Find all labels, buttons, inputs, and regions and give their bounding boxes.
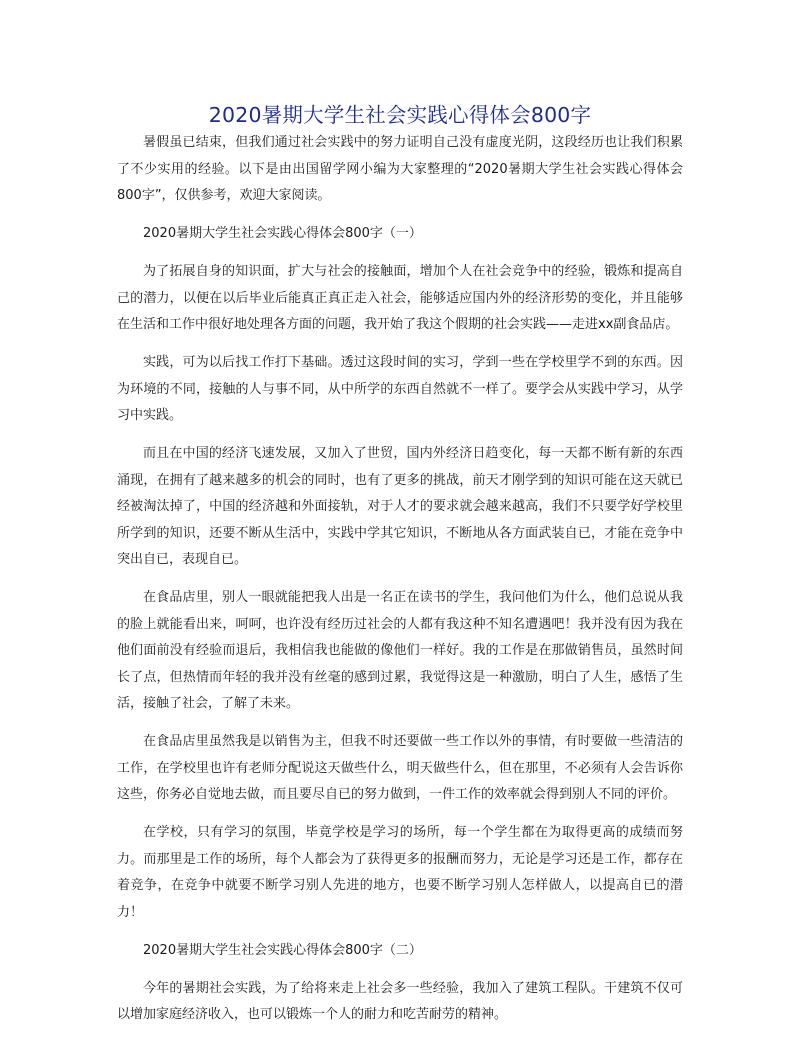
section-heading-two: 2020暑期大学生社会实践心得体会800字（二）	[143, 942, 422, 958]
document-body	[117, 130, 683, 1040]
section-heading-one: 2020暑期大学生社会实践心得体会800字（一）	[143, 226, 422, 241]
body-paragraph: 在食品店里，别人一眼就能把我人出是一名正在读书的学生，我问他们为什么，他们总说从我的脸上就能看出来，呵呵，也许没有经历过社会的人都有我这种不知名遭遇吧！我并没有因为我在他们面前没有经验而退后，我相信我也能做的像他们一样好。我的工作是在那做销售员，虽然时间长了点，但热情而年轻的我并没有丝毫的感到过累，我觉得这是一种激励，明白了人生，感悟了生活，接触了社会，了解了未来。	[117, 590, 683, 711]
body-paragraph: 今年的暑期社会实践，为了给将来走上社会多一些经验，我加入了建筑工程队。干建筑不仅可以增加家庭经济收入，也可以锻炼一个人的耐力和吃苦耐劳的精神。	[117, 980, 683, 1022]
body-paragraph: 为了拓展自身的知识面，扩大与社会的接触面，增加个人在社会竞争中的经验，锻炼和提高自己的潜力，以便在以后毕业后能真正真正走入社会，能够适应国内外的经济形势的变化，并且能够在生活和工作中很好地处理各方面的问题，我开始了我这个假期的社会实践——走进xx副食品店。	[117, 264, 683, 332]
body-paragraph: 在学校，只有学习的氛围，毕竟学校是学习的场所，每一个学生都在为取得更高的成绩而努力。而那里是工作的场所，每个人都会为了获得更多的报酬而努力，无论是学习还是工作，都存在着竞争，在竞争中就要不断学习别人先进的地方，也要不断学习别人怎样做人，以提高自已的潜力！	[117, 825, 683, 920]
document-title: 2020暑期大学生社会实践心得体会800字	[208, 103, 592, 127]
body-paragraph: 而且在中国的经济飞速发展，又加入了世贸，国内外经济日趋变化，每一天都不断有新的东西涌现，在拥有了越来越多的机会的同时，也有了更多的挑战，前天才刚学到的知识可能在这天就已经被淘汰掉了，中国的经济越和外面接轨，对于人才的要求就会越来越高，我们不只要学好学校里所学到的知识，还要不断从生活中，实践中学其它知识，不断地从各方面武装自已，才能在竞争中突出自已，表现自已。	[117, 446, 683, 567]
body-paragraph: 实践，可为以后找工作打下基础。透过这段时间的实习，学到一些在学校里学不到的东西。因为环境的不同，接触的人与事不同，从中所学的东西自然就不一样了。要学会从实践中学习，从学习中实践。	[117, 355, 683, 423]
intro-paragraph: 暑假虽已结束，但我们通过社会实践中的努力证明自己没有虚度光阴，这段经历也让我们积累了不少实用的经验。以下是由出国留学网小编为大家整理的“2020暑期大学生社会实践心得体会800字”，仅供参考，欢迎大家阅读。	[117, 135, 683, 203]
body-paragraph: 在食品店里虽然我是以销售为主，但我不时还要做一些工作以外的事情，有时要做一些清洁的工作，在学校里也许有老师分配说这天做些什么，明天做些什么，但在那里，不必须有人会告诉你这些，你务必自觉地去做，而且要尽自已的努力做到，一件工作的效率就会得到别人不同的评价。	[117, 734, 683, 802]
